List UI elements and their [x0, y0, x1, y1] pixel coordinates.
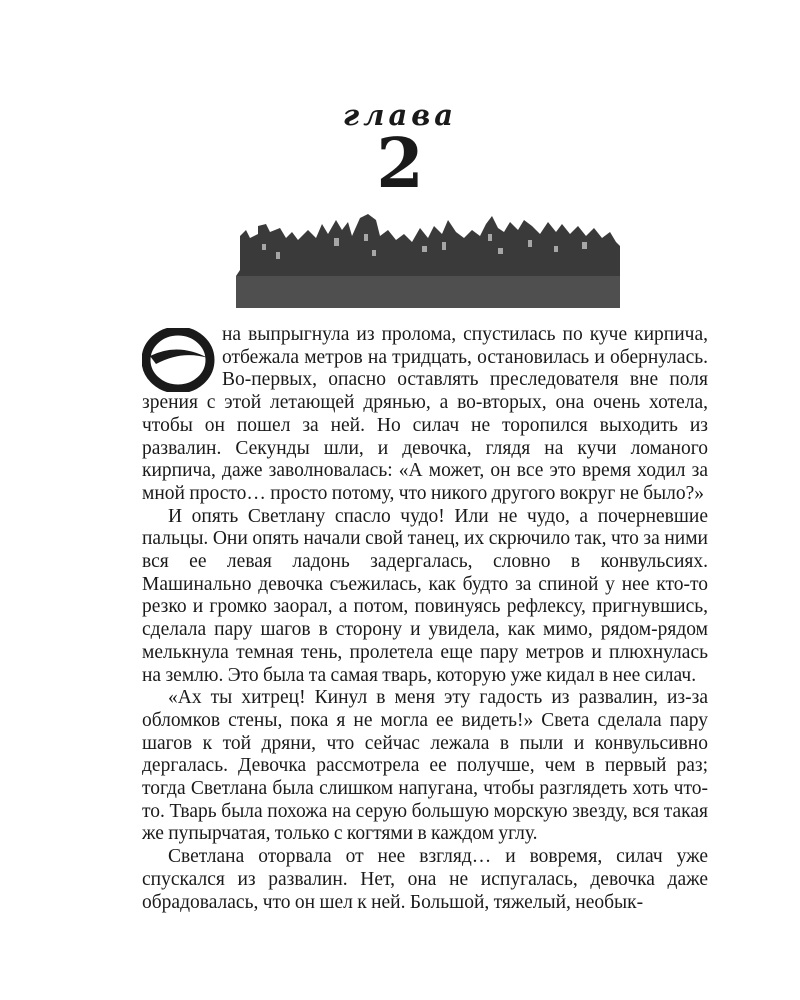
- ruins-buildings: [236, 214, 620, 276]
- chapter-text: [142, 324, 708, 914]
- chapter-number: 2: [376, 124, 424, 204]
- paragraph-1-text: на выпрыгнула из пролома, спустилась по куче кирпича, отбежала метров на тридцать, остановилась и обернулась. Во-первых, опасно оставлять преследователя вне поля зрения с этой летающей дрянью, а во-вторых, она очень хотела, чтобы он пошел за ней. Но силач не торопился выходить из развалин. Секунды шли, и девочка, глядя на кучи ломаного кирпича, даже заволновалась: «А может, он все это время ходил за мной просто… просто потому, что никого другого вокруг не было?»: [142, 324, 708, 504]
- dropcap-glyph: О: [142, 328, 143, 329]
- paragraph-3: «Ах ты хитрец! Кинул в меня эту гадость из развалин, из-за обломков стены, пока я не могла ее видеть!» Света сделала пару шагов к той дряни, что сейчас лежала в пыли и конвульсивно дергалась. Девочка рассмотрела ее получше, чем в первый раз; тогда Светлана была слишком напугана, чтобы разглядеть хоть что-то. Тварь была похожа на серую большую морскую звезду, вся такая же пупырчатая, только с когтями в каждом углу.: [142, 687, 708, 845]
- dropcap-letter-o: [142, 328, 216, 392]
- chapter-label: глава: [342, 98, 458, 132]
- dropcap-flourish: [150, 349, 208, 364]
- ruins-ground: [236, 276, 620, 308]
- ruins-silhouette-illustration: [236, 212, 620, 308]
- paragraph-1: [142, 324, 708, 506]
- paragraph-4: Светлана оторвала от нее взгляд… и вовремя, силач уже спускался из развалин. Нет, она не испугалась, девочка даже обрадовалась, что он шел к ней. Большой, тяжелый, необык-: [142, 846, 708, 913]
- paragraph-2: И опять Светлану спасло чудо! Или не чудо, а почерневшие пальцы. Они опять начали свой танец, их скрючило так, что за ними вся ее левая ладонь задергалась, словно в конвульсиях. Машинально девочка съежилась, как будто за спиной у нее кто-то резко и громко заорал, а потом, повинуясь рефлексу, пригнувшись, сделала пару шагов в сторону и увидела, как мимо, рядом-рядом мелькнула темная тень, пролетела еще пару метров и плюхнулась на землю. Это была та самая тварь, которую уже кидал в нее силач.: [142, 505, 708, 686]
